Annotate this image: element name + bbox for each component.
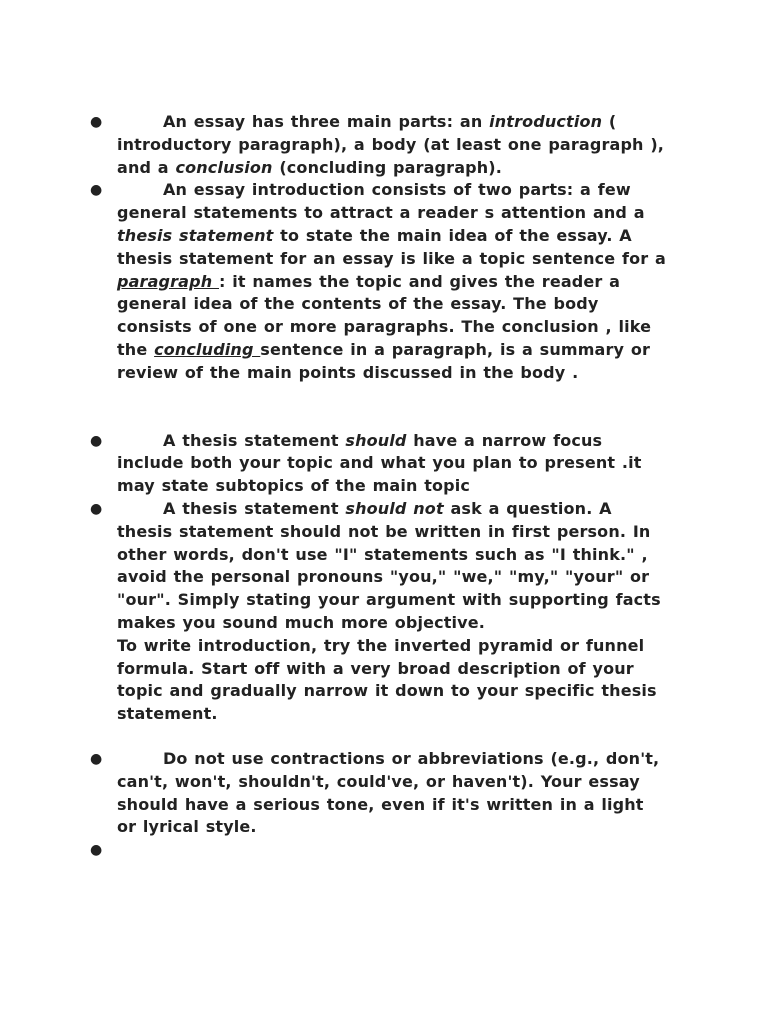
text-segment: sentence in a paragraph, is a summary or review of the main points discussed in the body . [117,339,651,382]
bullet-list [0,111,768,862]
text-segment: ( introductory paragraph), a body (at least one paragraph ), and a [117,112,665,177]
bullet-icon: ● [90,114,103,130]
text-segment: have a narrow focus include both your topic and what you plan to present .it may state subtopics of the main topic [117,430,642,496]
text-segment: A thesis statement [163,430,346,450]
text-segment: Do not use contractions or abbreviations (e.g., don't, can't, won't, shouldn't, could've, or haven't). Your essay should have a serious tone, even if it's written in a light or lyrical style. [117,748,660,837]
bullet-item-empty [0,839,768,862]
bullet-item-essay-parts [0,111,768,179]
emphasis-conclusion: conclusion [175,157,273,177]
bullet-icon: ● [90,500,103,517]
bullet-item-should [0,430,768,498]
emphasis-should-not: should not [345,498,444,518]
text-segment: An essay has three main parts: an [163,112,490,131]
emphasis-should: should [345,430,407,450]
text-segment: ask a question. A thesis statement should not be written in first person. In other words, don't use "I" statements such as "I think." , avoid the personal pronouns "you," "we," "my," "your" or "our". Simply stating your argument with supporting facts makes you sound much more objective. [117,498,661,632]
bullet-icon: ● [90,182,103,199]
text-segment: An essay introduction consists of two parts: a few general statements to attract a reader s attention and a [117,180,645,223]
text-segment: to state the main idea of the essay. A thesis statement for an essay is like a topic sentence for a [117,225,666,268]
text-segment: (concluding paragraph). [272,157,502,177]
bullet-icon: ● [90,842,103,859]
link-concluding[interactable]: concluding [154,339,261,359]
text-segment: : it names the topic and gives the reader a general idea of the contents of the essay. The body consists of one or more paragraphs. The conclusion , like the [117,271,652,359]
bullet-item-introduction [0,179,768,384]
continuation-paragraph: To write introduction, try the inverted pyramid or funnel formula. Start off with a very broad description of your topic and gradually narrow it down to your specific thesis statement. [117,635,657,724]
emphasis-thesis-statement: thesis statement [117,225,274,245]
bullet-item-contractions [0,748,768,839]
bullet-icon: ● [90,432,103,449]
text-segment: A thesis statement [163,498,346,518]
blank-spacer [0,726,768,748]
emphasis-introduction: introduction [489,112,603,131]
bullet-icon: ● [90,750,103,767]
link-paragraph[interactable]: paragraph [117,271,219,291]
blank-spacer [0,385,768,430]
bullet-item-should-not [0,498,768,726]
